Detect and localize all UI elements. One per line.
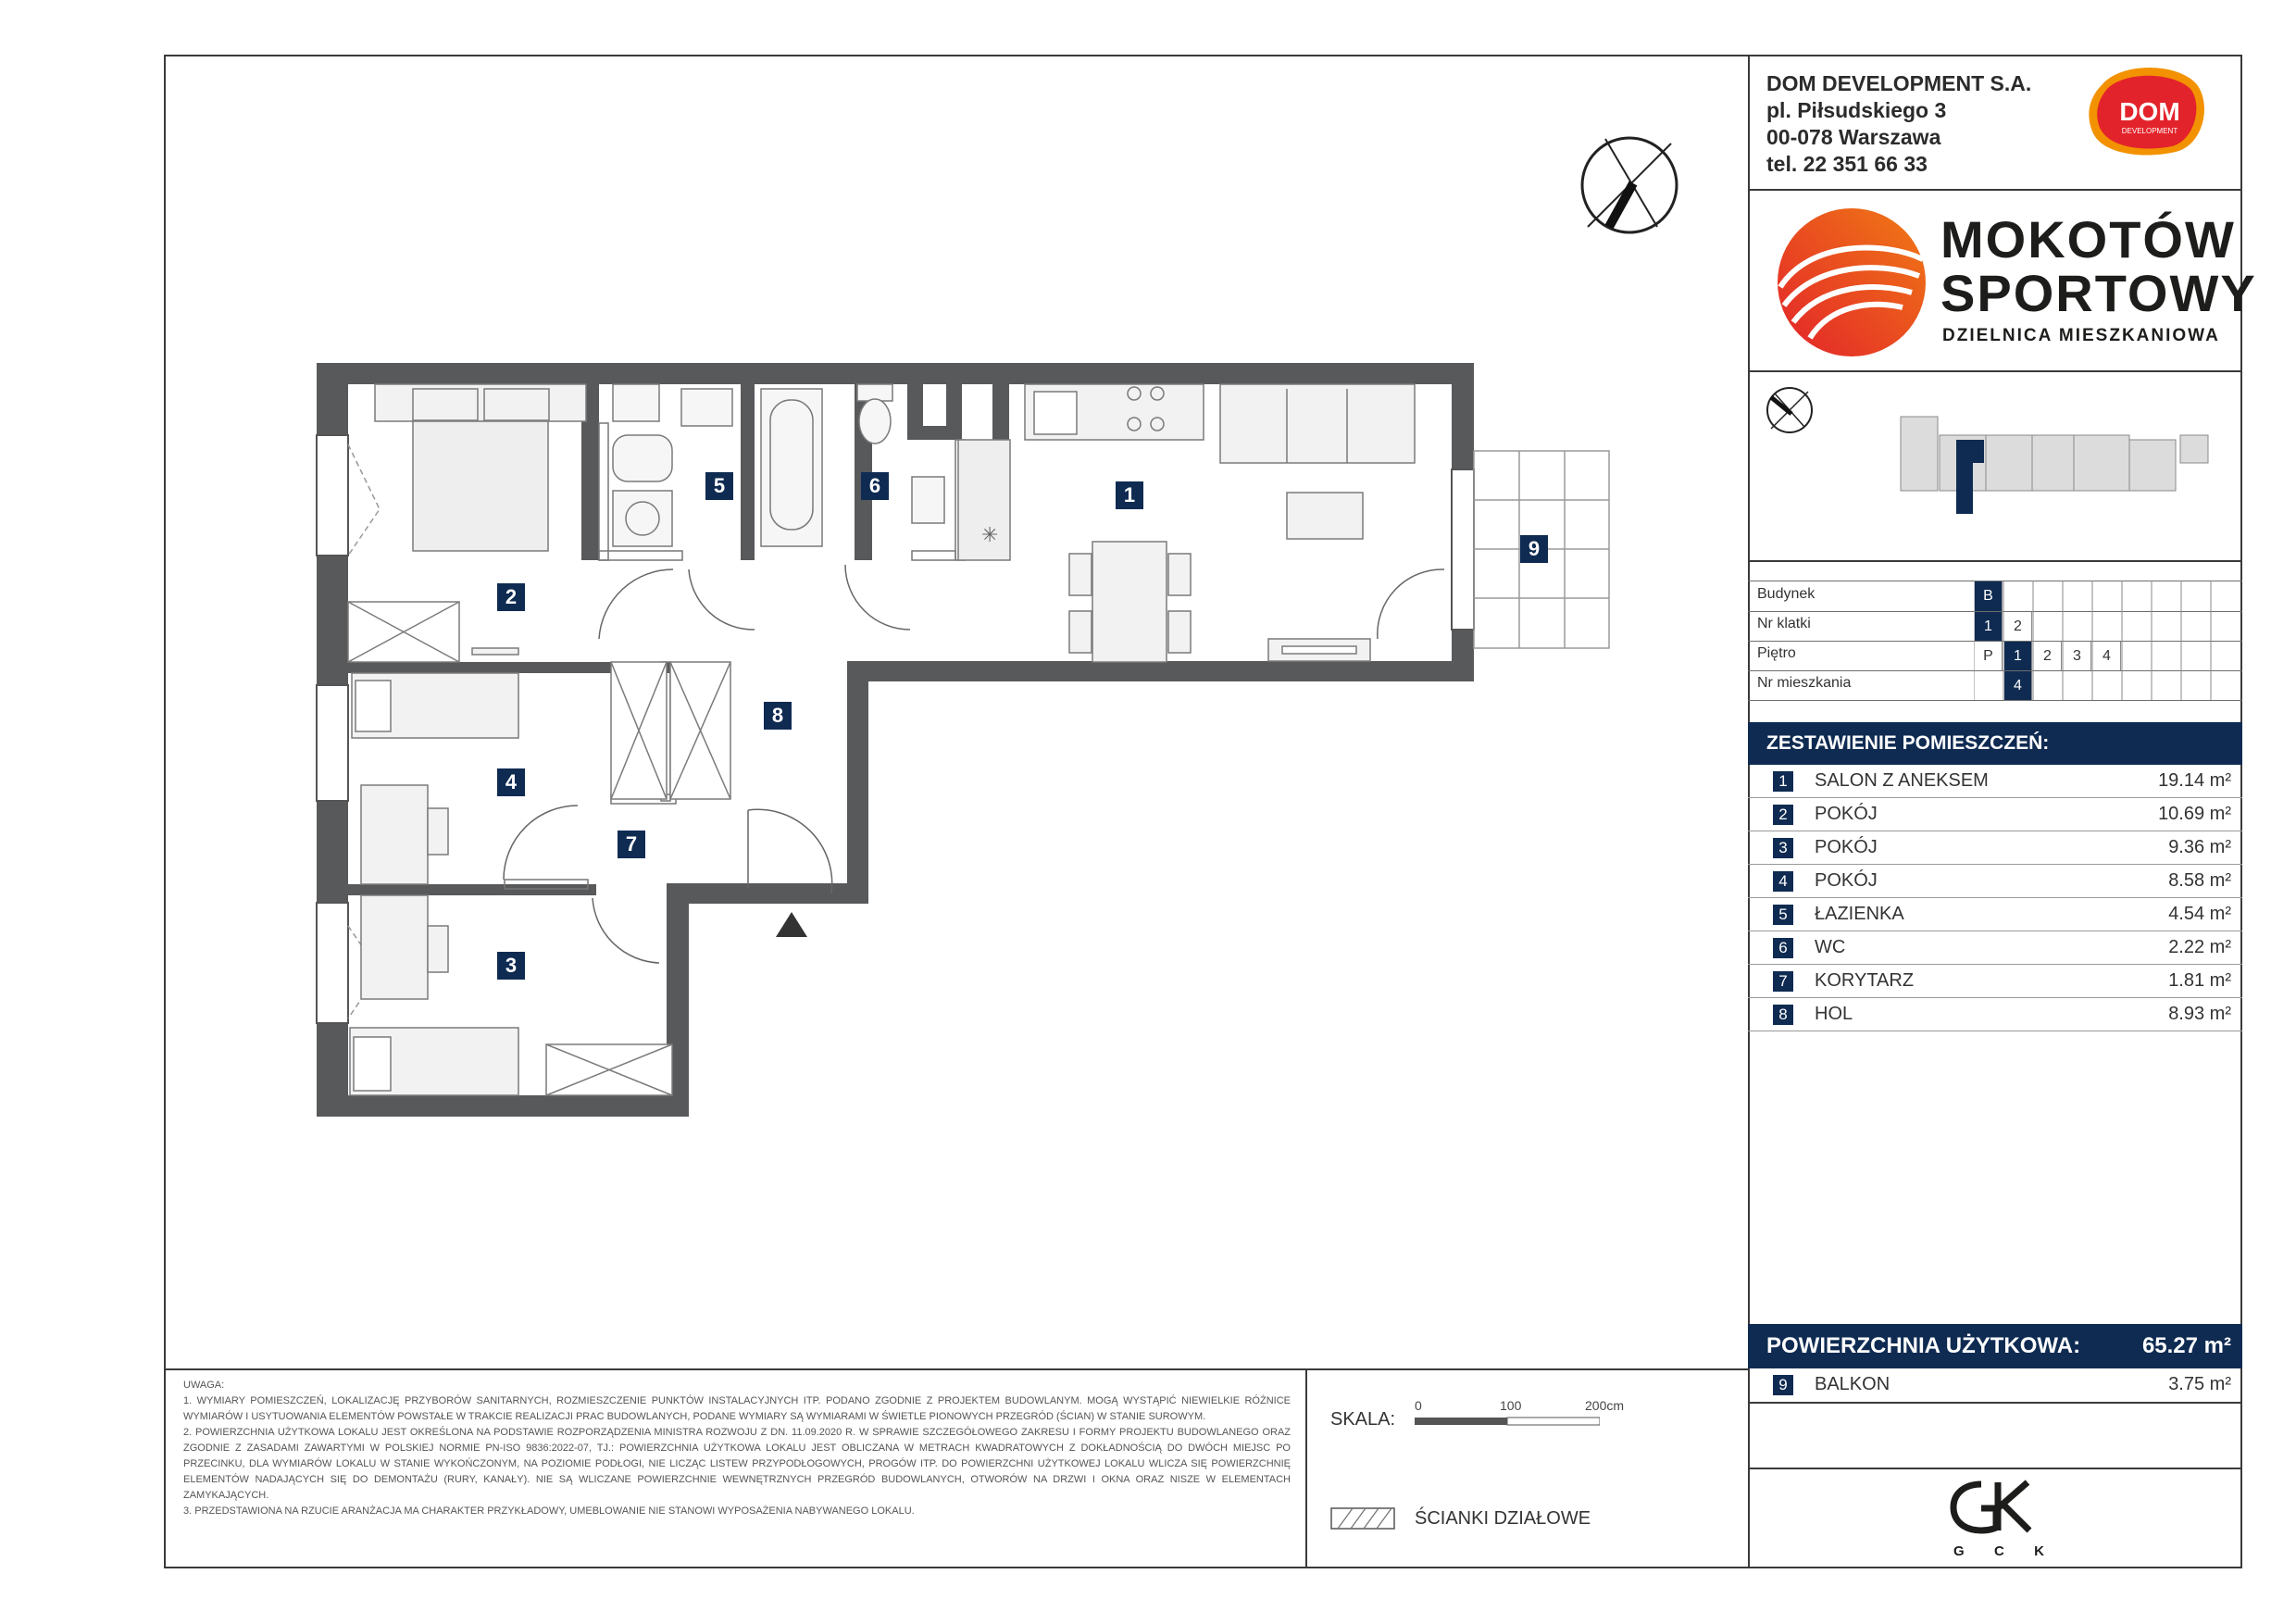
plan-tag-2: 2 [497, 583, 525, 611]
plan-tag-3: 3 [497, 952, 525, 980]
project-title-line1: MOKOTÓW [1940, 210, 2236, 269]
room-area: 19.14 m² [2158, 770, 2231, 791]
room-row [1748, 765, 2242, 798]
room-number: 2 [1773, 805, 1793, 825]
notes-block [183, 1378, 1291, 1519]
building-value-b: B [1975, 581, 2003, 611]
sidebar-rule [1748, 370, 2242, 372]
scale-tick-100: 100 [1500, 1398, 1522, 1413]
room-number: 6 [1773, 938, 1793, 958]
partition-legend-label: ŚCIANKI DZIAŁOWE [1415, 1508, 1591, 1529]
rooms-header: ZESTAWIENIE POMIESZCZEŃ: [1748, 722, 2242, 765]
room-number: 5 [1773, 905, 1793, 925]
room-name: POKÓJ [1815, 837, 1878, 857]
note-item: 1. WYMIARY POMIESZCZEŃ, LOKALIZACJĘ PRZYBORÓW SANITARNYCH, ROZMIESZCZENIE PUNKTÓW INSTALACYJNYCH ITP. PODANO ZGODNIE Z PROJEKTEM BUDOWLANYM. MOGĄ WYSTĄPIĆ NIEWIELKIE RÓŻNICE WYMIARÓW I USYTUOWANIA ELEMENTÓW POWSTAŁE W TRAKCIE REALIZACJI PRAC BUDOWLANYCH, PODANE WYMIARY SĄ WYMIARAMI W ŚWIETLE PIONOWYCH PRZEGRÓD (ŚCIAN) W STANIE SUROWYM. [183, 1395, 1291, 1422]
north-arrow-icon [1582, 138, 1677, 232]
note-item: 2. POWIERZCHNIA UŻYTKOWA LOKALU JEST OKREŚLONA NA PODSTAWIE ROZPORZĄDZENIA MINISTRA ROZWOJU Z DN. 11.09.2020 R. W SPRAWIE SZCZEGÓŁOWEGO ZAKRESU I FORMY PROJEKTU BUDOWLANEGO ORAZ ZGODNIE Z ZASADAMI ZAWARTYMI W POLSKIEJ NORMIE PN-ISO 9836:2022-07, TJ.: POWIERZCHNIA UŻYTKOWA LOKALU JEST OBLICZANA W METRACH KWADRATOWYCH Z DOKŁADNOŚCIĄ DO DWÓCH MIEJSC PO PRZECINKU, DLA WYMIARÓW LOKALU W STANIE WYKOŃCZONYM, NA POZIOMIE PODŁOGI, NIE LICZĄC LISTEW PRZYPODŁOGOWYCH, PROGÓW ITP. DO POWIERZCHNI UŻYTKOWEJ LOKALU WLICZA SIĘ POWIERZCHNIĘ ELEMENTÓW NADAJĄCYCH SIĘ DO DEMONTAŻU (RURY, KANAŁY). NIE SĄ WLICZANE POWIERZCHNIE WEWNĘTRZNYCH PRZEGRÓD BUDOWLANYCH, OTWORÓW NA DRZWI I OKNA ORAZ NISZE W ELEMENTACH ZAMYKAJĄCYCH. [183, 1427, 1291, 1501]
room-row [1748, 798, 2242, 831]
building-label: Budynek [1757, 586, 1816, 602]
company-phone: tel. 22 351 66 33 [1766, 152, 1928, 176]
company-address [1766, 70, 2031, 178]
floor-value-2: 2 [2034, 642, 2062, 670]
company-name: DOM DEVELOPMENT S.A. [1766, 71, 2032, 95]
scale-label: SKALA: [1330, 1409, 1396, 1430]
company-city: 00-078 Warszawa [1766, 125, 1941, 149]
plan-tag-6: 6 [861, 472, 889, 500]
room-row [1748, 831, 2242, 865]
dom-logo-sub: DEVELOPMENT [2121, 127, 2178, 135]
room-area: 4.54 m² [2168, 904, 2231, 924]
room-number: 3 [1773, 838, 1793, 858]
sidebar-rule [1748, 1468, 2242, 1469]
room-area: 9.36 m² [2168, 837, 2231, 857]
scale-divider [1305, 1368, 1307, 1568]
staircase-value-2: 2 [2004, 612, 2032, 641]
mokotow-sportowy-emblem [1773, 204, 1930, 361]
plan-tag-8: 8 [764, 702, 792, 730]
room-row [1748, 898, 2242, 931]
room-area: 2.22 m² [2168, 937, 2231, 957]
building-key-plan [1764, 384, 2227, 546]
room-row [1748, 998, 2242, 1031]
room-name: KORYTARZ [1815, 970, 1915, 991]
floor-value-3: 3 [2064, 642, 2091, 670]
room-area: 3.75 m² [2168, 1374, 2231, 1394]
room-area: 10.69 m² [2158, 804, 2231, 824]
scale-tick-0: 0 [1415, 1398, 1422, 1413]
floor-value-1: 1 [2004, 642, 2032, 670]
room-number: 4 [1773, 871, 1793, 892]
note-item: 3. PRZEDSTAWIONA NA RZUCIE ARANŻACJA MA CHARAKTER PRZYKŁADOWY, UMEBLOWANIE NIE STANOWI WYPOSAŻENIA NABYWANEGO LOKALU. [183, 1505, 915, 1517]
gck-logo [1944, 1477, 2046, 1542]
sidebar-rule [1748, 189, 2242, 191]
plan-tag-7: 7 [618, 831, 645, 858]
sidebar-rule [1748, 560, 2242, 562]
room-area: 1.81 m² [2168, 970, 2231, 991]
project-title-line2: SPORTOWY [1940, 264, 2257, 322]
company-street: pl. Piłsudskiego 3 [1766, 98, 1947, 122]
svg-text:✳: ✳ [981, 524, 999, 547]
plan-tag-5: 5 [705, 472, 733, 500]
room-name: POKÓJ [1815, 804, 1878, 824]
apartment-label: Nr mieszkania [1757, 675, 1852, 691]
room-row [1748, 865, 2242, 898]
room-name: ŁAZIENKA [1815, 904, 1904, 924]
room-row [1748, 931, 2242, 965]
apartment-value-4: 4 [2004, 671, 2032, 700]
room-area: 8.93 m² [2168, 1004, 2231, 1024]
dom-logo-text: DOM [2119, 97, 2180, 126]
room-name: POKÓJ [1815, 870, 1878, 891]
room-number: 7 [1773, 971, 1793, 992]
notes-divider [164, 1368, 1750, 1370]
plan-tag-9: 9 [1520, 535, 1548, 563]
total-area-bar [1748, 1324, 2242, 1368]
room-name: HOL [1815, 1004, 1853, 1024]
gck-logo-letters: G C K [1953, 1543, 2053, 1559]
room-number: 1 [1773, 771, 1793, 792]
balcony-row [1748, 1368, 2242, 1404]
partition-walls [505, 423, 965, 889]
partition-legend-icon [1330, 1507, 1395, 1530]
room-number: 8 [1773, 1005, 1793, 1025]
entrance-icon [776, 912, 807, 937]
staircase-label: Nr klatki [1757, 616, 1811, 631]
scale-tick-200: 200cm [1585, 1398, 1625, 1413]
dom-development-logo [2083, 67, 2209, 159]
room-name: WC [1815, 937, 1846, 957]
room-name: SALON Z ANEKSEM [1815, 770, 1989, 791]
plan-tag-4: 4 [497, 768, 525, 796]
scale-bar [1415, 1415, 1600, 1428]
notes-title: UWAGA: [183, 1380, 225, 1391]
floor-value-p: P [1975, 642, 2003, 670]
floor-label: Piętro [1757, 645, 1796, 661]
room-area: 8.58 m² [2168, 870, 2231, 891]
total-area-label: POWIERZCHNIA UŻYTKOWA: [1766, 1333, 2081, 1358]
room-number: 9 [1773, 1375, 1793, 1395]
staircase-value-1: 1 [1975, 612, 2003, 641]
room-row [1748, 965, 2242, 998]
project-title [1940, 210, 2257, 322]
north-arrow-small-icon [1767, 388, 1812, 432]
room-name: BALKON [1815, 1374, 1890, 1394]
total-area-value: 65.27 m² [2141, 1333, 2231, 1358]
floor-value-4: 4 [2093, 642, 2121, 670]
plan-tag-1: 1 [1116, 481, 1143, 509]
project-tagline: DZIELNICA MIESZKANIOWA [1942, 326, 2220, 345]
